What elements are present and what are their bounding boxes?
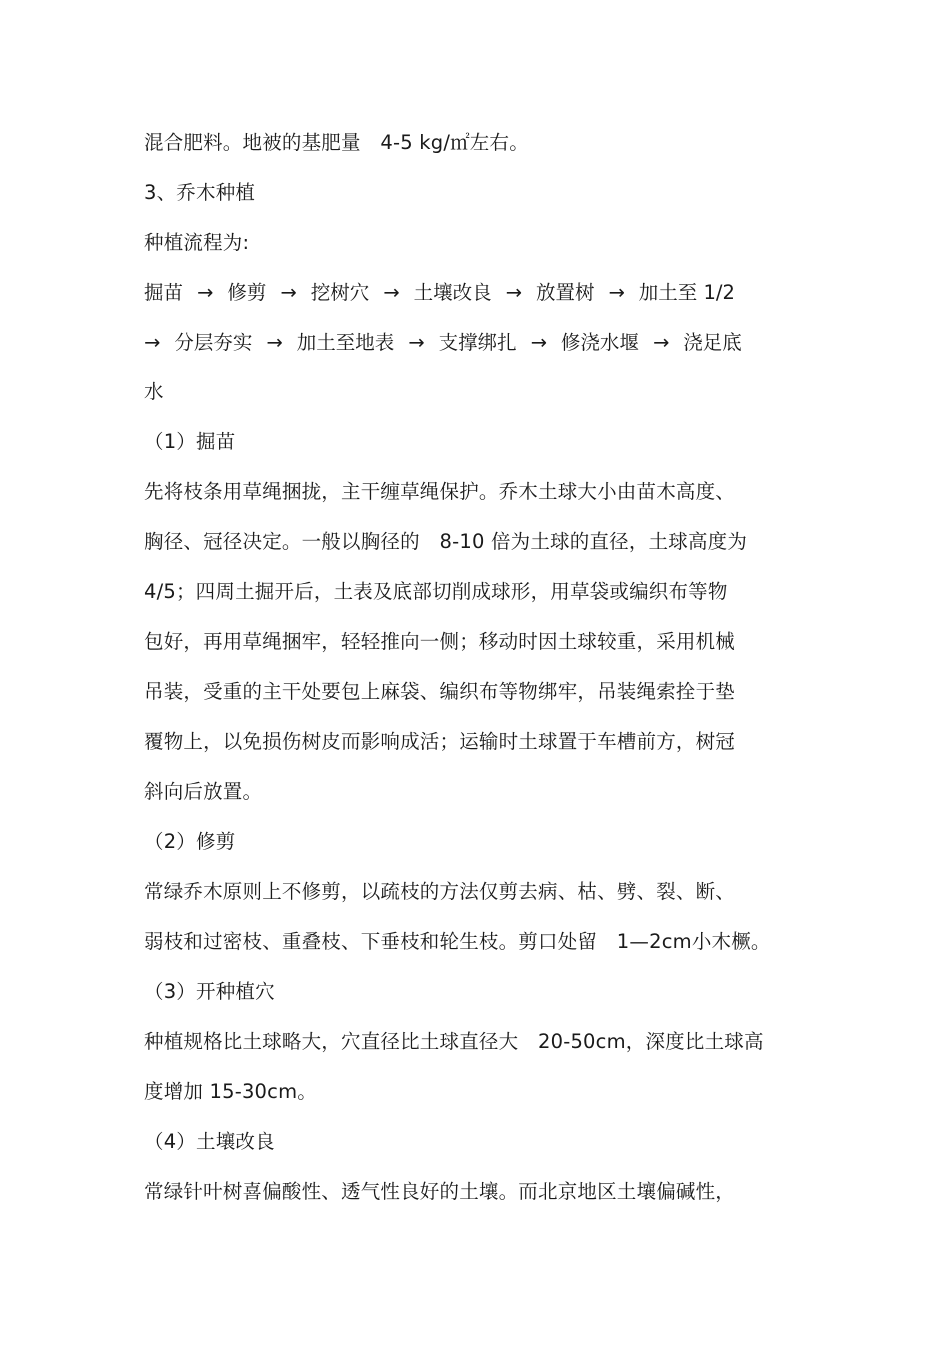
arrow-right-icon: → [530,331,547,354]
flow-step: 挖树穴 [310,281,370,304]
subsection-heading: （4）土壤改良 [144,1130,275,1153]
process-flow-row-2 [144,330,824,356]
flow-step: 分层夯实 [174,331,253,354]
text-line: 包好，再用草绳捆牢，轻轻推向一侧；移动时因土球较重，采用机械 [144,630,736,653]
arrow-right-icon: → [505,281,522,304]
arrow-right-icon: → [266,331,283,354]
arrow-right-icon: → [197,281,214,304]
text-line: 覆物上，以免损伤树皮而影响成活；运输时土球置于车槽前方，树冠 [144,730,736,753]
flow-step: 浇足底 [683,331,742,354]
text-line: 吊装，受重的主干处要包上麻袋、编织布等物绑牢，吊装绳索拴于垫 [144,680,736,703]
subsection-heading: （2）修剪 [144,830,236,853]
arrow-right-icon: → [383,281,400,304]
arrow-right-icon: → [652,331,670,354]
text-line: 种植流程为: [144,231,250,254]
flow-step: 修浇水堰 [560,331,639,354]
arrow-right-icon: → [408,331,425,354]
text-line: 斜向后放置。 [144,780,263,803]
section-heading: 3、乔木种植 [144,181,256,204]
text-line: 4/5；四周土掘开后，土表及底部切削成球形，用草袋或编织布等物 [144,580,728,603]
flow-step: 土壤改良 [413,281,492,304]
flow-step: 加土至 1/2 [638,281,735,304]
arrow-right-icon: → [280,281,297,304]
text-line: 度增加 15-30cm。 [144,1080,317,1103]
text-line: 种植规格比土球略大，穴直径比土球直径大 20-50cm，深度比土球高 [144,1030,764,1053]
arrow-right-icon: → [144,331,161,354]
flow-step: 掘苗 [144,281,184,304]
flow-step: 加土至地表 [296,331,395,354]
text-line: 胸径、冠径决定。一般以胸径的 8-10 倍为土球的直径，土球高度为 [144,530,748,553]
text-line: 常绿乔木原则上不修剪，以疏枝的方法仅剪去病、枯、劈、裂、断、 [144,880,736,903]
subsection-heading: （1）掘苗 [144,430,236,453]
text-line: 弱枝和过密枝、重叠枝、下垂枝和轮生枝。剪口处留 1—2cm小木橛。 [144,930,771,953]
flow-step: 修剪 [227,281,267,304]
flow-step: 支撑绑扎 [438,331,517,354]
text-line: 先将枝条用草绳捆拢，主干缠草绳保护。乔木土球大小由苗木高度、 [144,480,736,503]
process-flow-row-1 [144,280,824,306]
subsection-heading: （3）开种植穴 [144,980,275,1003]
flow-step: 放置树 [535,281,595,304]
text-line: 混合肥料。地被的基肥量 4-5 kg/㎡左右。 [144,131,529,154]
arrow-right-icon: → [608,281,625,304]
text-line: 水 [144,380,164,403]
text-line: 常绿针叶树喜偏酸性、透气性良好的土壤。而北京地区土壤偏碱性， [144,1180,736,1203]
